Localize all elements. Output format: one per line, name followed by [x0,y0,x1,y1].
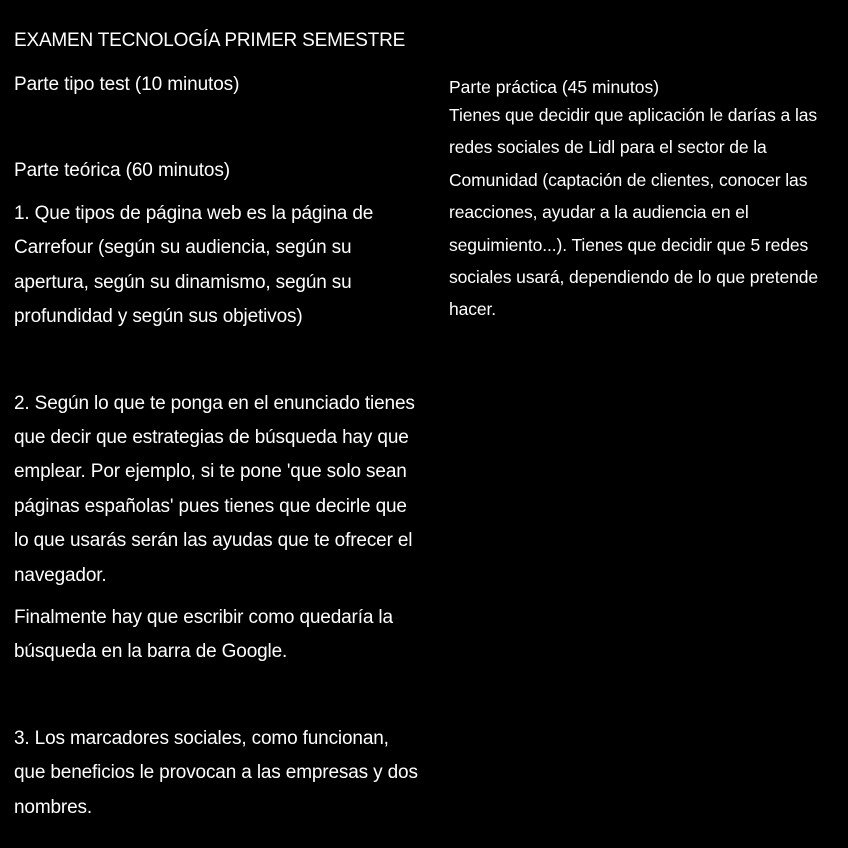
question-3: 3. Los marcadores sociales, como funcionan, que beneficios le provocan a las empresas y dos nombres. [14,727,418,818]
practical-section-heading: Parte práctica (45 minutos) [449,77,660,97]
practical-text: Tienes que decidir que aplicación le darías a las redes sociales de Lidl para el sector de la Comunidad (captación de clientes, conocer las reacciones, ayudar a la audiencia en el seguimiento...). Tienes que decidir que 5 redes sociales usará, dependiendo de lo que pretende hacer. [449,105,819,320]
exam-title: EXAMEN TECNOLOGÍA PRIMER SEMESTRE [14,30,406,51]
left-column [14,28,424,825]
theory-section-heading: Parte teórica (60 minutos) [14,160,230,181]
test-section-heading: Parte tipo test (10 minutos) [14,74,240,95]
question-2: 2. Según lo que te ponga en el enunciado tienes que decir que estrategias de búsqueda hay que emplear. Por ejemplo, si te pone 'que solo sean páginas españolas' pues tienes que decirle que lo que usarás serán las ayudas que te ofrecer el navegador. [14,392,415,586]
question-1: 1. Que tipos de página web es la página de Carrefour (según su audiencia, según su apertura, según su dinamismo, según su profundidad y según sus objetivos) [14,203,374,328]
question-2-followup: Finalmente hay que escribir como quedaría la búsqueda en la barra de Google. [14,607,393,663]
right-column [449,76,839,326]
